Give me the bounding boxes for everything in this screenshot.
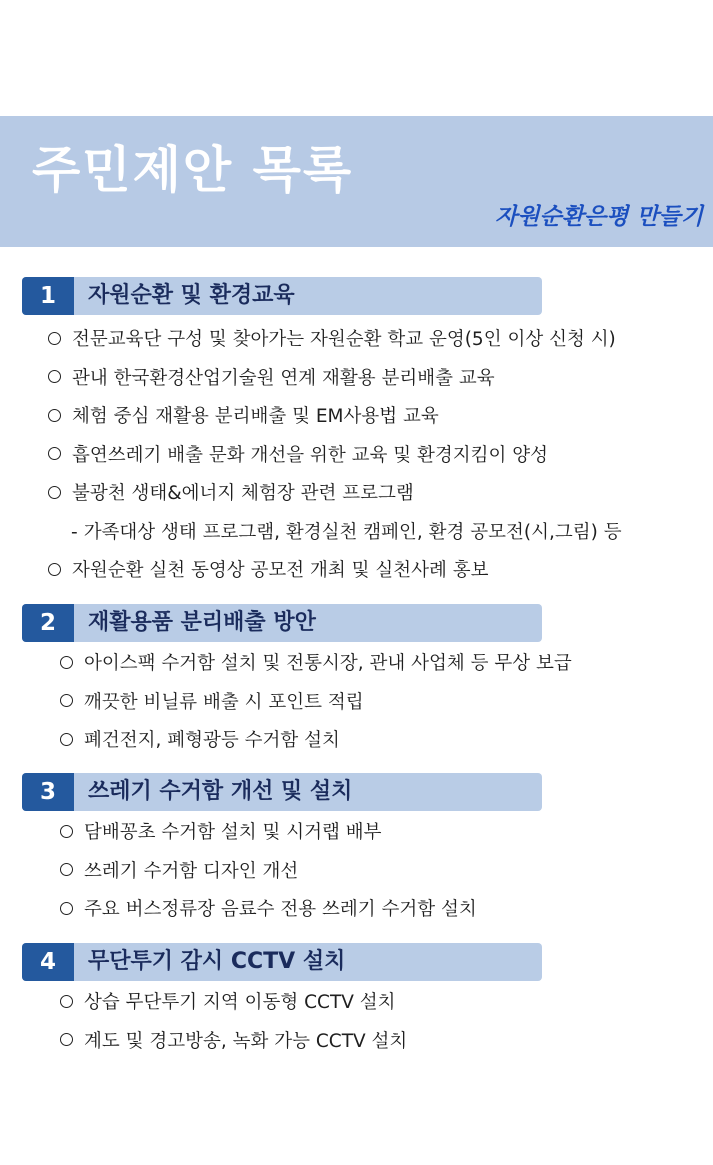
section-header-1 <box>22 277 542 315</box>
circle-bullet-icon <box>60 995 73 1008</box>
section-2-list <box>60 645 572 761</box>
section-title: 쓰레기 수거함 개선 및 설치 <box>88 779 353 804</box>
section-title: 재활용품 분리배출 방안 <box>88 610 316 635</box>
list-item-text: 체험 중심 재활용 분리배출 및 EM사용법 교육 <box>72 406 439 427</box>
list-item <box>60 853 477 892</box>
list-item-text: 전문교육단 구성 및 찾아가는 자원순환 학교 운영(5인 이상 신청 시) <box>72 329 616 350</box>
list-item-text: 담배꽁초 수거함 설치 및 시거랩 배부 <box>84 822 382 843</box>
circle-bullet-icon <box>60 656 73 669</box>
list-item <box>60 722 572 761</box>
section-title: 자원순환 및 환경교육 <box>88 283 295 308</box>
list-item-text: 자원순환 실천 동영상 공모전 개최 및 실천사례 홍보 <box>72 560 489 581</box>
list-item <box>60 984 407 1023</box>
list-item-text: 불광천 생태&에너지 체험장 관련 프로그램 <box>72 483 414 504</box>
list-item-text: 계도 및 경고방송, 녹화 가능 CCTV 설치 <box>84 1030 408 1052</box>
sub-list-item-text: 가족대상 생태 프로그램, 환경실천 캠페인, 환경 공모전(시,그림) 등 <box>83 521 622 543</box>
list-item-text: 상습 무단투기 지역 이동형 CCTV 설치 <box>84 992 396 1013</box>
list-item-text: 주요 버스정류장 음료수 전용 쓰레기 수거함 설치 <box>84 899 477 920</box>
section-number: 2 <box>22 604 74 642</box>
list-item-text: 깨끗한 비닐류 배출 시 포인트 적립 <box>84 691 364 713</box>
circle-bullet-icon <box>48 563 61 576</box>
list-item <box>48 475 622 514</box>
slogan: 자원순환은평 만들기 <box>495 204 703 230</box>
list-item <box>48 398 622 437</box>
list-item-text: 폐건전지, 폐형광등 수거함 설치 <box>84 730 340 751</box>
list-item-text: 흡연쓰레기 배출 문화 개선을 위한 교육 및 환경지킴이 양성 <box>72 444 548 466</box>
section-number: 4 <box>22 943 74 981</box>
section-header-4 <box>22 943 542 981</box>
list-item <box>60 645 572 684</box>
list-item <box>60 814 477 853</box>
list-item-text: 아이스팩 수거함 설치 및 전통시장, 관내 사업체 등 무상 보급 <box>84 653 572 674</box>
circle-bullet-icon <box>48 447 61 460</box>
circle-bullet-icon <box>60 694 73 707</box>
section-number: 3 <box>22 773 74 811</box>
sub-list-item <box>48 514 622 553</box>
section-1-list <box>48 321 622 591</box>
title-banner <box>0 116 713 247</box>
list-item <box>48 552 622 591</box>
dash-bullet-icon: - <box>71 521 78 543</box>
list-item <box>48 360 622 399</box>
list-item-text: 쓰레기 수거함 디자인 개선 <box>84 860 299 882</box>
section-3-list <box>60 814 477 930</box>
list-item <box>60 1023 407 1062</box>
list-item <box>48 437 622 476</box>
list-item <box>48 321 622 360</box>
section-title: 무단투기 감시 CCTV 설치 <box>88 949 346 974</box>
section-header-2 <box>22 604 542 642</box>
list-item-text: 관내 한국환경산업기술원 연계 재활용 분리배출 교육 <box>72 367 495 389</box>
circle-bullet-icon <box>48 370 61 383</box>
circle-bullet-icon <box>60 902 73 915</box>
circle-bullet-icon <box>60 1033 73 1046</box>
section-number: 1 <box>22 277 74 315</box>
circle-bullet-icon <box>60 863 73 876</box>
list-item <box>60 684 572 723</box>
page-title: 주민제안 목록 <box>32 141 354 199</box>
circle-bullet-icon <box>60 733 73 746</box>
circle-bullet-icon <box>60 825 73 838</box>
circle-bullet-icon <box>48 486 61 499</box>
section-4-list <box>60 984 407 1061</box>
section-header-3 <box>22 773 542 811</box>
circle-bullet-icon <box>48 332 61 345</box>
list-item <box>60 891 477 930</box>
circle-bullet-icon <box>48 409 61 422</box>
